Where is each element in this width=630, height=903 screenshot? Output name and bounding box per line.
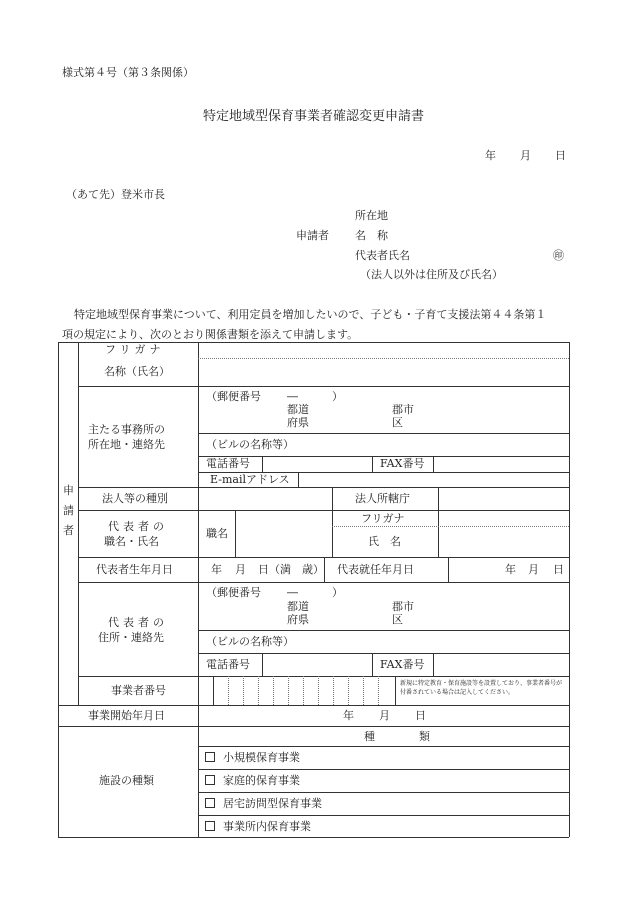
kind-option-1[interactable]: 小規模保育事業 <box>205 752 300 764</box>
biz-start-year: 年 <box>343 709 354 722</box>
start-day: 日 <box>553 563 564 576</box>
kind-option-2[interactable]: 家庭的保育事業 <box>205 775 300 787</box>
page-title: 特定地域型保育事業者確認変更申請書 <box>203 109 425 124</box>
biz-start-month: 月 <box>379 709 390 722</box>
side-label-applicant: 申請者 <box>63 484 74 537</box>
kind-header: 種 類 <box>364 730 430 743</box>
rep-building-label: （ビルの名称等） <box>206 635 294 648</box>
rep-postal-close: ） <box>332 586 343 599</box>
facility-type-label: 施設の種類 <box>99 774 154 787</box>
biz-start-label: 事業開始年月日 <box>88 709 165 722</box>
corp-type-label: 法人等の種別 <box>102 492 168 505</box>
form-number: 様式第４号（第３条関係） <box>62 66 194 79</box>
seal-mark: ㊞ <box>553 249 564 262</box>
applicant-address-label: 所在地 <box>355 209 388 222</box>
checkbox-icon[interactable] <box>205 752 215 762</box>
start-month: 月 <box>528 563 539 576</box>
phone-label: 電話番号 <box>206 457 250 470</box>
checkbox-icon[interactable] <box>205 821 215 831</box>
rep-todo-label: 都道 <box>287 600 309 613</box>
biz-number-note: 新規に特定教育・保育施設等を設置しており、事業者番号が付番されている場合は記入してください。 <box>400 680 563 696</box>
rep-addr-label-1: 代表者の <box>108 616 168 629</box>
rep-label-1: 代表者の <box>108 520 168 533</box>
birth-year: 年 <box>211 563 222 576</box>
rep-fuken-label: 府県 <box>287 613 309 626</box>
addressee: （あて先）登米市長 <box>66 188 165 201</box>
checkbox-icon[interactable] <box>205 798 215 808</box>
corp-office-label: 法人所轄庁 <box>355 492 410 505</box>
postal-close: ） <box>332 390 343 403</box>
gunshi-label: 郡市 <box>392 403 414 416</box>
rep-name-label: 氏 名 <box>368 535 401 548</box>
applicant-label: 申請者 <box>296 229 329 242</box>
position-label: 職名 <box>206 527 228 540</box>
main-office-label-1: 主たる事務所の <box>88 423 165 436</box>
rep-furigana-label: フリガナ <box>361 512 405 525</box>
rep-postal-dash: ― <box>287 586 298 599</box>
name-label: 名称（氏名） <box>104 365 170 378</box>
rep-addr-label-2: 住所・連絡先 <box>98 631 164 644</box>
date-day: 日 <box>555 149 566 162</box>
main-office-label-2: 所在地・連絡先 <box>88 438 165 451</box>
rep-ku-label: 区 <box>392 613 403 626</box>
birth-month: 月 <box>235 563 246 576</box>
applicant-name-label: 名 称 <box>355 229 388 242</box>
checkbox-icon[interactable] <box>205 775 215 785</box>
email-label: E-mailアドレス <box>210 473 290 486</box>
biz-number-label: 事業者番号 <box>111 684 166 697</box>
rep-label-2: 職名・氏名 <box>104 535 159 548</box>
applicant-rep-label: 代表者氏名 <box>355 249 410 262</box>
kind-option-3[interactable]: 居宅訪問型保育事業 <box>205 798 322 810</box>
todo-label: 都道 <box>287 403 309 416</box>
rep-gunshi-label: 郡市 <box>392 600 414 613</box>
start-year: 年 <box>505 563 516 576</box>
building-label: （ビルの名称等） <box>206 438 294 451</box>
birth-day-age: 日（満 歳） <box>258 563 324 576</box>
date-month: 月 <box>520 149 531 162</box>
rep-birth-label: 代表者生年月日 <box>96 563 173 576</box>
rep-start-label: 代表就任年月日 <box>337 563 414 576</box>
ku-label: 区 <box>392 416 403 429</box>
rep-fax-label: FAX番号 <box>380 658 425 671</box>
fuken-label: 府県 <box>287 416 309 429</box>
postal-dash: ― <box>287 390 298 403</box>
fax-label: FAX番号 <box>380 457 425 470</box>
rep-postal-label: （郵便番号 <box>206 586 261 599</box>
rep-phone-label: 電話番号 <box>206 658 250 671</box>
furigana-label: フリガナ <box>105 343 165 356</box>
date-year: 年 <box>485 149 496 162</box>
postal-label: （郵便番号 <box>206 390 261 403</box>
intro-line-2: 項の規定により、次のとおり関係書類を添えて申請します。 <box>62 328 359 341</box>
kind-option-4[interactable]: 事業所内保育事業 <box>205 821 311 833</box>
intro-line-1: 特定地域型保育事業について、利用定員を増加したいので、子ども・子育て支援法第４４条第１ <box>74 308 547 321</box>
applicant-note: （法人以外は住所及び氏名） <box>360 268 503 281</box>
biz-start-day: 日 <box>415 709 426 722</box>
